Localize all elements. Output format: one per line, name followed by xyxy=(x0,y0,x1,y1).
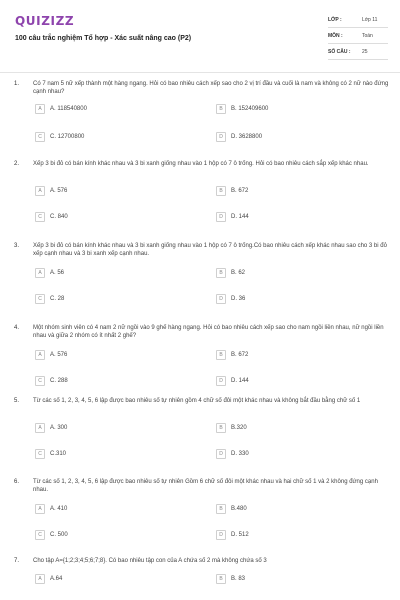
question-5 xyxy=(0,393,400,474)
option-letter-box: A xyxy=(35,574,45,584)
option-text: A. 118540800 xyxy=(50,106,87,112)
option-text: B. 672 xyxy=(231,188,249,194)
question-text: Một nhóm sinh viên có 4 nam 2 nữ ngồi vào 9 ghế hàng ngang. Hỏi có bao nhiêu cách xếp sao cho nam ngồi liền nhau, nữ ngồi liền nhau và giữa 2 nhóm có ít nhất 2 ghế? xyxy=(33,325,384,339)
option-text: A. 56 xyxy=(50,270,65,276)
option-letter-box: B xyxy=(216,104,226,114)
option-text: D. 36 xyxy=(231,296,246,302)
option-text: D. 144 xyxy=(231,378,249,384)
meta-label: MÔN : xyxy=(328,32,343,39)
answer-option-c[interactable] xyxy=(35,212,185,222)
header-divider xyxy=(0,72,400,73)
option-letter-box: C xyxy=(35,212,45,222)
option-letter-box: C xyxy=(35,449,45,459)
option-letter-box: B xyxy=(216,186,226,196)
answer-option-b[interactable] xyxy=(216,104,366,114)
option-text: A. 576 xyxy=(50,188,68,194)
answer-option-b[interactable] xyxy=(216,423,366,433)
answer-option-a[interactable] xyxy=(35,423,185,433)
question-number: 5. xyxy=(14,398,20,404)
answer-option-c[interactable] xyxy=(35,294,185,304)
meta-value: Lớp 11 xyxy=(362,16,378,23)
meta-row-grade xyxy=(328,12,388,28)
option-letter-box: D xyxy=(216,376,226,386)
option-letter-box: A xyxy=(35,186,45,196)
option-letter-box: D xyxy=(216,294,226,304)
answer-option-b[interactable] xyxy=(216,574,366,584)
question-text: Có 7 nam 5 nữ xếp thành một hàng ngang. Hỏi có bao nhiêu cách xếp sao cho 2 vị trí đầu và cuối là nam và không có 2 nữ nào đứng cạnh nhau? xyxy=(33,81,389,95)
meta-row-subject xyxy=(328,28,388,44)
answer-option-d[interactable] xyxy=(216,449,366,459)
question-text: Xếp 3 bi đỏ có bán kính khác nhau và 3 bi xanh giống nhau vào 1 hộp có 7 ô trống. Hỏi có bao nhiêu cách sắp xếp khác nhau. xyxy=(33,161,369,167)
question-number: 1. xyxy=(14,81,20,87)
option-letter-box: D xyxy=(216,530,226,540)
question-3 xyxy=(0,238,400,320)
quizizz-logo: QUIZIZZ xyxy=(15,14,75,28)
option-text: B. 62 xyxy=(231,270,246,276)
option-letter-box: D xyxy=(216,212,226,222)
question-number: 3. xyxy=(14,243,20,249)
answer-option-c[interactable] xyxy=(35,449,185,459)
option-text: A. 576 xyxy=(50,352,68,358)
option-text: C. 28 xyxy=(50,296,65,302)
answer-option-c[interactable] xyxy=(35,530,185,540)
answer-option-c[interactable] xyxy=(35,376,185,386)
question-7 xyxy=(0,553,400,600)
option-letter-box: A xyxy=(35,268,45,278)
option-letter-box: A xyxy=(35,504,45,514)
option-text: D. 330 xyxy=(231,451,249,457)
option-text: B. 672 xyxy=(231,352,249,358)
meta-value: Toán xyxy=(362,32,373,39)
answer-option-b[interactable] xyxy=(216,186,366,196)
meta-label: LỚP : xyxy=(328,16,342,23)
answer-option-d[interactable] xyxy=(216,294,366,304)
question-number: 2. xyxy=(14,161,20,167)
question-number: 4. xyxy=(14,325,20,331)
worksheet-meta xyxy=(328,12,388,60)
option-text: B.320 xyxy=(231,425,247,431)
option-text: D. 144 xyxy=(231,214,249,220)
option-letter-box: D xyxy=(216,132,226,142)
option-text: A.64 xyxy=(50,576,63,582)
option-letter-box: D xyxy=(216,449,226,459)
question-6 xyxy=(0,474,400,553)
question-number: 7. xyxy=(14,558,20,564)
option-text: C. 500 xyxy=(50,532,68,538)
option-letter-box: C xyxy=(35,530,45,540)
option-text: A. 300 xyxy=(50,425,68,431)
answer-option-b[interactable] xyxy=(216,504,366,514)
question-1 xyxy=(0,76,400,156)
answer-option-c[interactable] xyxy=(35,132,185,142)
question-text: Từ các số 1, 2, 3, 4, 5, 6 lập được bao nhiêu số tự nhiên gồm 4 chữ số đôi một khác nhau và không bắt đầu bằng chữ số 1 xyxy=(33,398,361,404)
worksheet-title: 100 câu trắc nghiệm Tổ hợp - Xác suất nâng cao (P2) xyxy=(15,35,192,42)
meta-row-question-count xyxy=(328,44,388,60)
option-letter-box: B xyxy=(216,268,226,278)
option-text: C. 12700800 xyxy=(50,134,85,140)
option-letter-box: B xyxy=(216,504,226,514)
option-text: D. 512 xyxy=(231,532,249,538)
option-text: C.310 xyxy=(50,451,67,457)
option-letter-box: C xyxy=(35,376,45,386)
option-letter-box: A xyxy=(35,423,45,433)
answer-option-a[interactable] xyxy=(35,504,185,514)
question-text: Xếp 3 bi đỏ có bán kính khác nhau và 3 bi xanh giống nhau vào 1 hộp có 7 ô trống.Có bao nhiêu cách xếp khác nhau sao cho 3 bi đỏ xếp cạnh nhau và 3 bi xanh xếp cạnh nhau. xyxy=(33,243,387,257)
answer-option-d[interactable] xyxy=(216,530,366,540)
option-letter-box: B xyxy=(216,574,226,584)
option-letter-box: B xyxy=(216,350,226,360)
option-text: A. 410 xyxy=(50,506,68,512)
question-2 xyxy=(0,156,400,238)
question-number: 6. xyxy=(14,479,20,485)
option-letter-box: C xyxy=(35,132,45,142)
answer-option-d[interactable] xyxy=(216,132,366,142)
option-letter-box: C xyxy=(35,294,45,304)
meta-label: SỐ CÂU : xyxy=(328,48,351,55)
option-letter-box: B xyxy=(216,423,226,433)
option-text: C. 840 xyxy=(50,214,68,220)
answer-option-a[interactable] xyxy=(35,268,185,278)
answer-option-a[interactable] xyxy=(35,104,185,114)
option-text: C. 288 xyxy=(50,378,68,384)
answer-option-b[interactable] xyxy=(216,268,366,278)
option-text: B.480 xyxy=(231,506,247,512)
answer-option-a[interactable] xyxy=(35,574,185,584)
meta-value: 25 xyxy=(362,48,368,55)
option-text: D. 3628800 xyxy=(231,134,263,140)
answer-option-a[interactable] xyxy=(35,186,185,196)
question-text: Cho tập A={1;2;3;4;5;6;7;8}. Có bao nhiêu tập con của A chứa số 2 mà không chứa số 3 xyxy=(33,558,267,564)
option-text: B. 83 xyxy=(231,576,246,582)
question-text: Từ các số 1, 2, 3, 4, 5, 6 lập được bao nhiêu số tự nhiên Gồm 6 chữ số đôi một khác nhau và hai chữ số 1 và 2 không đứng cạnh nhau. xyxy=(33,479,378,493)
answer-option-d[interactable] xyxy=(216,376,366,386)
answer-option-b[interactable] xyxy=(216,350,366,360)
option-letter-box: A xyxy=(35,350,45,360)
option-text: B. 152409600 xyxy=(231,106,269,112)
worksheet-header xyxy=(0,0,400,72)
question-4 xyxy=(0,320,400,393)
option-letter-box: A xyxy=(35,104,45,114)
answer-option-d[interactable] xyxy=(216,212,366,222)
answer-option-a[interactable] xyxy=(35,350,185,360)
